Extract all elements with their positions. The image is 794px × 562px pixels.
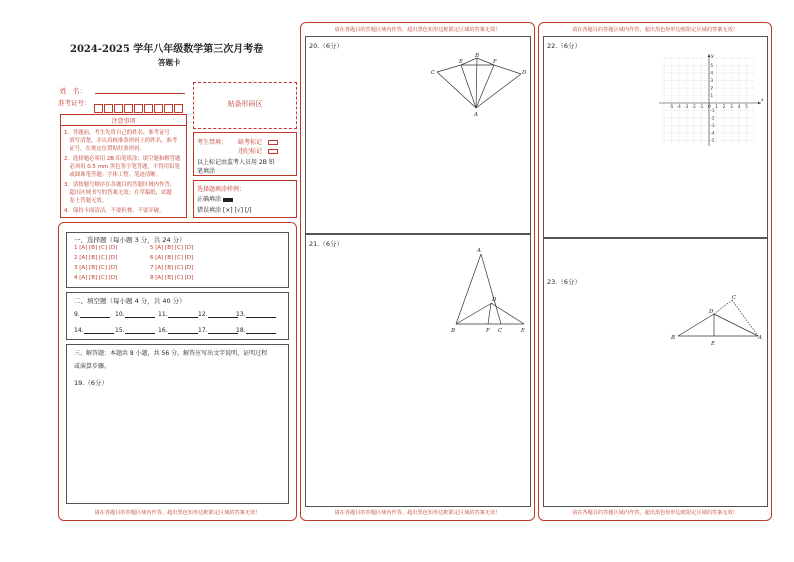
blank-17-num: 17.: [198, 327, 208, 334]
x-tick-label: 4: [737, 104, 741, 109]
blank-15[interactable]: [115, 327, 155, 334]
blank-18-num: 18.: [236, 327, 246, 334]
warning-middle-top: 请在各题目的答题区域内作答，超出黑色矩形边框限定区域的答案无效！: [334, 27, 501, 33]
fig23-label-c: C: [732, 295, 737, 301]
x-tick-label: 5: [745, 104, 748, 109]
fig20-label-d: D: [522, 70, 527, 76]
section1-title: 一、选择题（每小题 3 分，共 24 分）: [74, 236, 186, 244]
choice-row-5[interactable]: 5 [A] [B] [C] [D]: [150, 245, 194, 251]
status-note-1: 以上标记由监考人员用 2B 铅: [197, 159, 275, 166]
fig20-label-c: C: [431, 70, 436, 76]
status-label: 考生禁填：: [197, 139, 228, 146]
figure-21: [448, 244, 532, 336]
choice-row-6[interactable]: 6 [A] [B] [C] [D]: [150, 255, 194, 261]
y-axis-label: y: [711, 54, 714, 59]
absent-label: 缺考标记: [238, 139, 263, 146]
warning-left: 请在各题目的答题区域内作答，超出黑色矩形边框限定区域的答案无效！: [94, 510, 261, 516]
figure-23: [668, 290, 766, 348]
notice-line-10: 4．保持卡面清洁，不要折叠、不要弄破。: [64, 208, 165, 214]
y-tick-label: 3: [710, 78, 714, 83]
section3-title-cont: 或演算步骤。: [74, 363, 111, 370]
x-tick-label: 3: [730, 104, 733, 109]
x-tick-label: 2: [722, 104, 726, 109]
fig20-label-f: F: [493, 59, 497, 65]
blank-14-num: 14.: [74, 327, 84, 334]
absent-mark[interactable]: [238, 137, 278, 146]
wrong-fill-label: 错误填涂 [×] [√] [/]: [197, 207, 252, 214]
q23-label: 23.（6分）: [547, 278, 581, 286]
x-tick-label: -3: [684, 104, 689, 109]
notice-title: 注意事项: [61, 116, 186, 126]
blank-9[interactable]: [74, 311, 110, 318]
fig21-label-d: D: [492, 297, 497, 303]
fig23-label-d: D: [709, 309, 714, 315]
blank-13-num: 13.: [236, 311, 246, 318]
q19-label: 19.（6分）: [74, 379, 108, 387]
x-tick-label: O: [707, 104, 711, 109]
choice-row-2[interactable]: 2 [A] [B] [C] [D]: [74, 255, 118, 261]
notice-line-1: 1．答题前，考生先将自己的姓名、准考证号: [64, 130, 170, 136]
x-tick-labels: [669, 104, 748, 109]
choice-row-7[interactable]: 7 [A] [B] [C] [D]: [150, 265, 194, 271]
blank-12-num: 12.: [198, 311, 208, 318]
notice-line-7: 3．请按题号顺序在各题目的答题区域内作答，: [64, 182, 176, 188]
x-tick-label: -1: [699, 104, 704, 109]
id-label: 准考证号：: [58, 99, 91, 107]
x-tick-label: -5: [669, 104, 674, 109]
fig23-label-e: E: [711, 341, 716, 347]
coordinate-grid: [655, 50, 767, 150]
q21-label: 21.（6分）: [309, 240, 343, 248]
notice-line-8: 超出区域书写的答案无效；在草稿纸、试题: [64, 190, 172, 196]
blank-15-num: 15.: [115, 327, 125, 334]
blank-16-num: 16.: [158, 327, 168, 334]
violation-label: 违纪标记: [238, 148, 263, 155]
fig21-label-f: F: [486, 328, 490, 334]
y-tick-label: -3: [710, 123, 715, 128]
y-tick-label: -2: [710, 115, 715, 121]
violation-mark[interactable]: [238, 146, 278, 155]
notice-box: [60, 114, 187, 218]
filled-mark-icon: [223, 198, 233, 202]
notice-line-5: 必须用 0.5 mm 黑色签字笔答题，不得用铅笔: [64, 164, 180, 170]
status-note-2: 笔填涂: [197, 168, 216, 175]
fig23-label-a: A: [758, 335, 762, 341]
warning-right-top: 请在各题目的答题区域内作答，超出黑色矩形边框限定区域的答案无效！: [571, 27, 738, 33]
y-tick-label: 1: [710, 93, 714, 98]
violation-checkbox[interactable]: [268, 149, 278, 154]
blank-14[interactable]: [74, 327, 114, 334]
fig21-label-c: C: [498, 328, 503, 334]
x-axis-label: x: [761, 98, 764, 103]
fig20-label-a: A: [474, 112, 478, 118]
blank-11[interactable]: [158, 311, 198, 318]
x-tick-label: -4: [676, 104, 681, 109]
fill-example-title: 选择题填涂样例：: [197, 186, 246, 193]
choice-row-4[interactable]: 4 [A] [B] [C] [D]: [74, 275, 118, 281]
notice-line-4: 2．选择题必须用 2B 铅笔填涂；填空题和解答题: [64, 156, 181, 162]
notice-line-3: 证号，在规定位置贴好条形码。: [64, 146, 145, 152]
notice-line-6: 或圆珠笔答题；字体工整、笔迹清晰。: [64, 172, 162, 178]
y-tick-label: 2: [710, 85, 714, 91]
y-tick-label: 4: [710, 70, 714, 76]
correct-fill-label: 正确填涂: [197, 196, 222, 203]
choice-row-8[interactable]: 8 [A] [B] [C] [D]: [150, 275, 194, 281]
blank-17[interactable]: [198, 327, 238, 334]
x-tick-label: 1: [715, 104, 718, 109]
status-box: [193, 132, 297, 176]
notice-line-9: 卷上答题无效。: [64, 198, 108, 204]
y-tick-label: -1: [710, 108, 715, 113]
blank-13[interactable]: [236, 311, 276, 318]
q22-label: 22.（6分）: [547, 42, 581, 50]
fig23-label-b: B: [671, 335, 676, 341]
barcode-label: 贴条形码区: [227, 100, 263, 108]
blank-10-num: 10.: [115, 311, 125, 318]
fig20-label-b: B: [475, 53, 480, 59]
blank-11-num: 11.: [158, 311, 168, 318]
answer-card-subtitle: 答题卡: [158, 58, 181, 67]
notice-line-2: 填写清楚，并认真核准条形码上的姓名、准考: [64, 138, 178, 144]
blank-16[interactable]: [158, 327, 198, 334]
warning-right-bottom: 请在各题目的答题区域内作答，超出黑色矩形边框限定区域的答案无效！: [571, 510, 738, 516]
section2-title: 二、填空题（每小题 4 分，共 40 分）: [74, 297, 186, 305]
blank-10[interactable]: [115, 311, 155, 318]
exam-title: 2024-2025 学年八年级数学第三次月考卷: [70, 44, 264, 55]
correct-fill: [197, 194, 233, 203]
y-tick-label: 5: [710, 63, 714, 68]
blank-9-num: 9.: [74, 311, 80, 318]
blank-18[interactable]: [236, 327, 276, 334]
blank-12[interactable]: [198, 311, 238, 318]
fig20-label-e: E: [459, 59, 464, 65]
absent-checkbox[interactable]: [268, 140, 278, 145]
q20-label: 20.（6分）: [309, 42, 343, 50]
name-line[interactable]: [95, 93, 185, 94]
name-label: 姓 名：: [60, 87, 86, 95]
fill-example-box: [193, 180, 297, 218]
fig21-label-e: E: [521, 328, 526, 334]
y-tick-label: -4: [710, 130, 715, 136]
fig21-label-a: A: [477, 248, 481, 254]
section3-title: 三、解答题：本题共 8 小题，共 56 分。解答应写出文字说明、证明过程: [74, 350, 268, 357]
warning-middle-bottom: 请在各题目的答题区域内作答，超出黑色矩形边框限定区域的答案无效！: [334, 510, 501, 516]
x-tick-label: -2: [691, 104, 696, 109]
barcode-area: [193, 82, 297, 129]
choice-row-3[interactable]: 3 [A] [B] [C] [D]: [74, 265, 118, 271]
y-tick-label: -5: [710, 138, 715, 143]
fig21-label-b: B: [451, 328, 456, 334]
figure-20: [425, 52, 535, 122]
choice-row-1[interactable]: 1 [A] [B] [C] [D]: [74, 245, 118, 251]
